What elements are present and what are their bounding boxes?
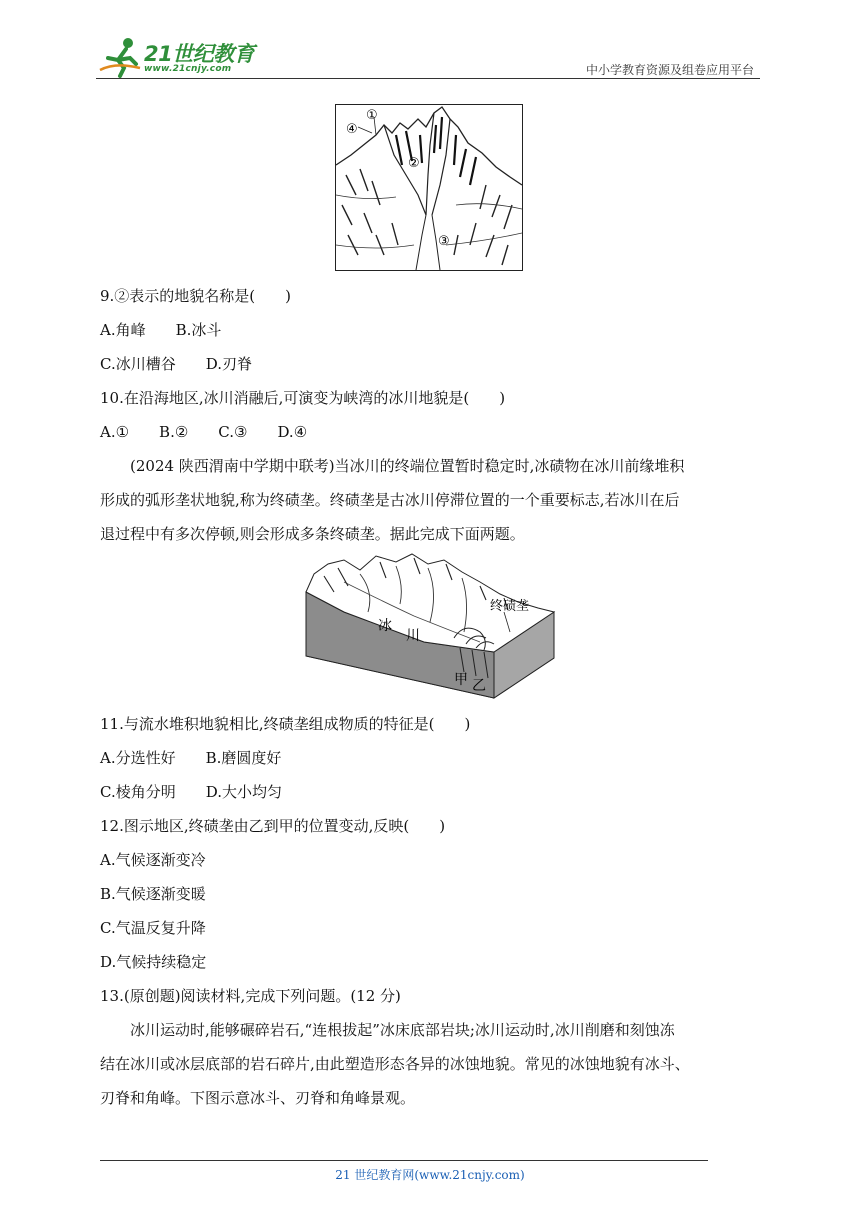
- passage1-line-2: 形成的弧形垄状地貌,称为终碛垄。终碛垄是古冰川停滞位置的一个重要标志,若冰川在后: [100, 491, 680, 509]
- label-yi: 乙: [472, 678, 486, 694]
- label-2: ②: [408, 156, 420, 171]
- footer-divider: [100, 1160, 708, 1161]
- header-divider: [96, 78, 760, 79]
- label-terminal-moraine: 终碛垄: [490, 599, 530, 614]
- q13-passage-line-2: 结在冰川或冰层底部的岩石碎片,由此塑造形态各异的冰蚀地貌。常见的冰蚀地貌有冰斗、: [100, 1055, 690, 1073]
- runner-logo-icon: [96, 36, 144, 78]
- label-1: ①: [366, 108, 378, 123]
- label-3: ③: [438, 234, 450, 249]
- q12-option-a: A.气候逐渐变冷: [100, 851, 206, 869]
- logo-text: 21世纪教育: [144, 42, 255, 66]
- passage1-line-3: 退过程中有多次停顿,则会形成多条终碛垄。据此完成下面两题。: [100, 525, 525, 543]
- glacier-landform-figure: [335, 104, 523, 271]
- q9-stem: 9.②表示的地貌名称是( ): [100, 287, 292, 305]
- passage1-line-1: (2024 陕西渭南中学期中联考)当冰川的终端位置暂时稳定时,冰碛物在冰川前缘堆积: [130, 457, 685, 475]
- label-jia: 甲: [454, 672, 468, 688]
- logo-url: www.21cnjy.com: [144, 64, 232, 74]
- label-glacier-char-2: 川: [406, 628, 420, 644]
- q13-passage-line-1: 冰川运动时,能够碾碎岩石,“连根拔起”冰床底部岩块;冰川运动时,冰川削磨和刻蚀冻: [130, 1021, 675, 1039]
- q13-stem: 13.(原创题)阅读材料,完成下列问题。(12 分): [100, 987, 401, 1005]
- q12-option-c: C.气温反复升降: [100, 919, 206, 937]
- q13-passage-line-3: 刃脊和角峰。下图示意冰斗、刃脊和角峰景观。: [100, 1089, 416, 1107]
- terminal-moraine-figure: [304, 552, 556, 702]
- q9-options-row2: C.冰川槽谷 D.刃脊: [100, 355, 252, 373]
- platform-name: 中小学教育资源及组卷应用平台: [585, 63, 754, 77]
- q11-options-row2: C.棱角分明 D.大小均匀: [100, 783, 282, 801]
- label-glacier-char-1: 冰: [378, 618, 392, 634]
- glacier-sketch-illustration: [336, 105, 522, 270]
- footer-text[interactable]: 21 世纪教育网(www.21cnjy.com): [335, 1168, 525, 1182]
- q12-option-b: B.气候逐渐变暖: [100, 885, 206, 903]
- q10-options: A.① B.② C.③ D.④: [100, 423, 308, 441]
- moraine-block-diagram: [304, 552, 556, 702]
- q10-stem: 10.在沿海地区,冰川消融后,可演变为峡湾的冰川地貌是( ): [100, 389, 506, 407]
- q9-options-row1: A.角峰 B.冰斗: [100, 321, 222, 339]
- q12-option-d: D.气候持续稳定: [100, 953, 207, 971]
- site-logo: [96, 36, 266, 80]
- label-4: ④: [346, 122, 358, 137]
- q11-options-row1: A.分选性好 B.磨圆度好: [100, 749, 282, 767]
- q12-stem: 12.图示地区,终碛垄由乙到甲的位置变动,反映( ): [100, 817, 446, 835]
- q11-stem: 11.与流水堆积地貌相比,终碛垄组成物质的特征是( ): [100, 715, 471, 733]
- page-header: [96, 30, 760, 82]
